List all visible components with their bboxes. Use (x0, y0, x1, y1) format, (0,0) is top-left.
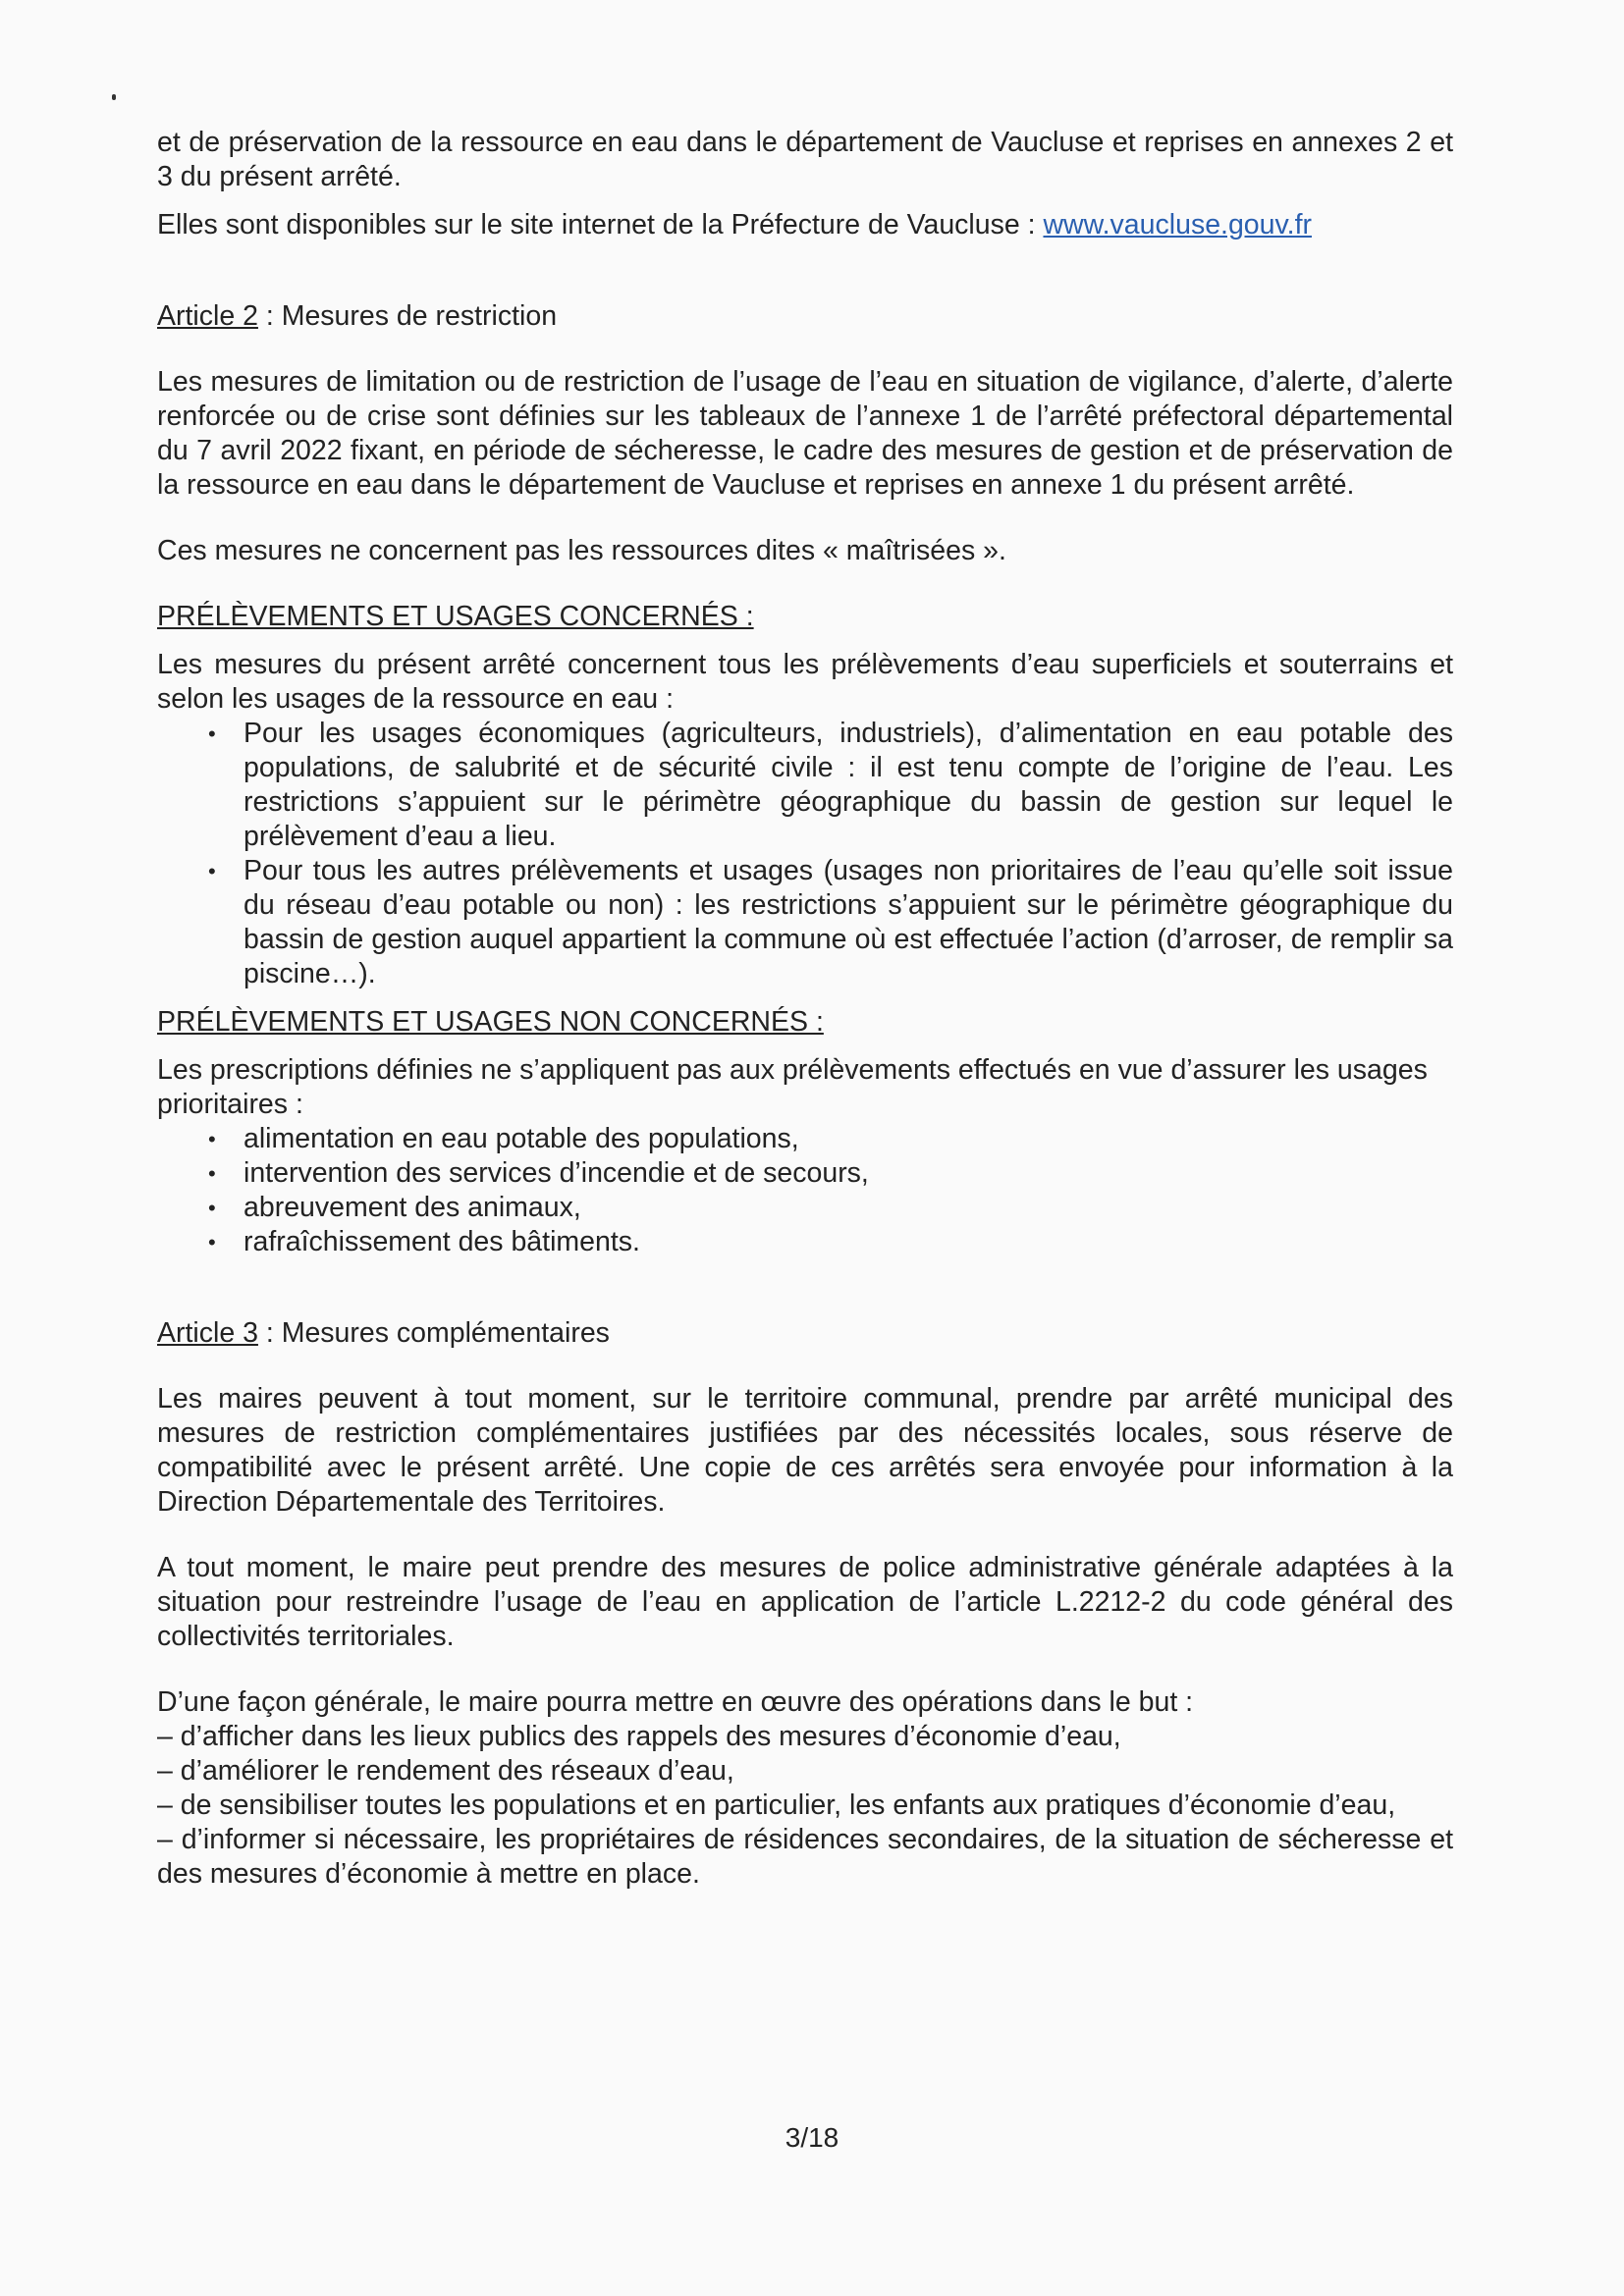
non-concerned-uses-paragraph: Les prescriptions définies ne s’appliquent pas aux prélèvements effectués en vue d’assurer les usages prioritaires : (157, 1054, 1428, 1120)
list-item: • Pour les usages économiques (agriculteurs, industriels), d’alimentation en eau potable des populations, de salubrité et de sécurité civile : il est tenu compte de l’origine de l’eau. Les restrictions s’appuient sur le périmètre géographique du bassin de gestion sur lequel le prélèvement d’eau a lieu. (157, 717, 1453, 854)
article-3-paragraph-1: Les maires peuvent à tout moment, sur le territoire communal, prendre par arrêté municipal des mesures de restriction complémentaires justifiées par des nécessités locales, sous réserve de compatibilité avec le présent arrêté. Une copie de ces arrêtés sera envoyée pour information à la Direction Départementale des Territoires. (157, 1383, 1453, 1518)
article-3-dash-item: – de sensibiliser toutes les populations et en particulier, les enfants aux pratiques d’économie d’eau, (157, 1789, 1396, 1821)
article-2-heading (157, 299, 1453, 334)
article-3-dash-item: – d’améliorer le rendement des réseaux d’eau, (157, 1755, 734, 1787)
article-3-dash-item: – d’afficher dans les lieux publics des rappels des mesures d’économie d’eau, (157, 1721, 1121, 1752)
page-content (157, 126, 1453, 1892)
list-item: • rafraîchissement des bâtiments. (157, 1225, 1453, 1259)
article-3-label: Article 3 (157, 1317, 258, 1349)
list-item: • intervention des services d’incendie et de secours, (157, 1156, 1453, 1191)
non-concerned-uses-heading: PRÉLÈVEMENTS ET USAGES NON CONCERNÉS : (157, 1006, 824, 1038)
concerned-uses-list (157, 717, 1453, 991)
scan-mark (112, 94, 116, 100)
list-item: • abreuvement des animaux, (157, 1191, 1453, 1225)
website-paragraph (157, 208, 1453, 242)
article-3-paragraph-2: A tout moment, le maire peut prendre des mesures de police administrative générale adaptées à la situation pour restreindre l’usage de l’eau en application de l’article L.2212-2 du code général des collectivités territoriales. (157, 1552, 1453, 1652)
intro-paragraph: et de préservation de la ressource en eau dans le département de Vaucluse et reprises en annexes 2 et 3 du présent arrêté. (157, 127, 1453, 192)
concerned-uses-heading: PRÉLÈVEMENTS ET USAGES CONCERNÉS : (157, 601, 754, 632)
page-number: 3/18 (785, 2122, 839, 2153)
article-3-heading (157, 1316, 1453, 1351)
article-3-title: : Mesures complémentaires (257, 1317, 610, 1349)
list-item: • alimentation en eau potable des populations, (157, 1122, 1453, 1156)
article-3-dash-item: – d’informer si nécessaire, les propriétaires de résidences secondaires, de la situation de sécheresse et des mesures d’économie à mettre en place. (157, 1824, 1453, 1890)
article-2-paragraph-2: Ces mesures ne concernent pas les ressources dites « maîtrisées ». (157, 535, 1006, 566)
priority-uses-list (157, 1122, 1453, 1259)
list-item: • Pour tous les autres prélèvements et usages (usages non prioritaires de l’eau qu’elle soit issue du réseau d’eau potable ou non) : les restrictions s’appuient sur le périmètre géographique du bassin de gestion auquel appartient la commune où est effectuée l’action (d’arroser, de remplir sa piscine…). (157, 854, 1453, 991)
article-2-paragraph-1: Les mesures de limitation ou de restriction de l’usage de l’eau en situation de vigilance, d’alerte, d’alerte renforcée ou de crise sont définies sur les tableaux de l’annexe 1 de l’arrêté préfectoral départemental du 7 avril 2022 fixant, en période de sécheresse, le cadre des mesures de gestion et de préservation de la ressource en eau dans le département de Vaucluse et reprises en annexe 1 du présent arrêté. (157, 366, 1453, 501)
article-2-label: Article 2 (157, 300, 258, 332)
article-2-title: : Mesures de restriction (257, 300, 558, 332)
prefecture-website-link[interactable]: www.vaucluse.gouv.fr (1043, 209, 1312, 240)
concerned-uses-paragraph: Les mesures du présent arrêté concernent tous les prélèvements d’eau superficiels et souterrains et selon les usages de la ressource en eau : (157, 649, 1453, 715)
website-text: Elles sont disponibles sur le site internet de la Préfecture de Vaucluse : (157, 209, 1044, 240)
article-3-paragraph-3: D’une façon générale, le maire pourra mettre en œuvre des opérations dans le but : (157, 1686, 1194, 1718)
